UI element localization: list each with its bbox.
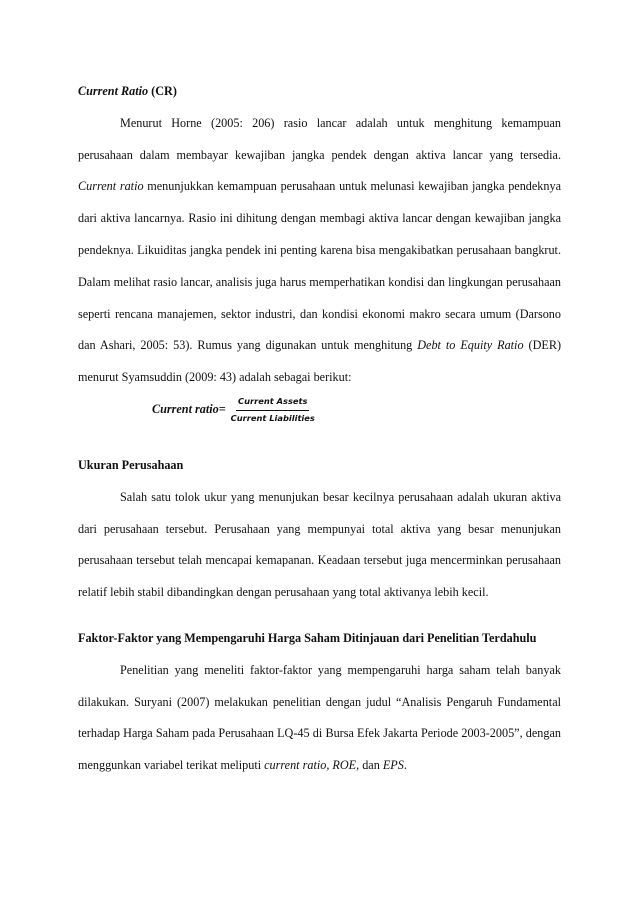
current-ratio-formula	[152, 388, 561, 432]
heading-faktor-faktor: Faktor-Faktor yang Mempengaruhi Harga Saham Ditinjauan dari Penelitian Terdahulu	[78, 630, 537, 645]
paragraph-faktor-faktor	[78, 655, 561, 782]
formula-denominator: Current Liabilities	[230, 412, 315, 423]
text-run: .	[403, 758, 407, 773]
paragraph-ukuran-perusahaan: Salah satu tolok ukur yang menunjukan besar kecilnya perusahaan adalah ukuran aktiva dari perusahaan tersebut. Perusahaan yang mempunyai total aktiva yang besar menunjukan perusahaan tersebut telah mencapai kemapanan. Keadaan tersebut juga mencerminkan perusahaan relatif lebih stabil dibandingkan dengan perusahaan yang total aktivanya lebih kecil.	[78, 489, 561, 600]
text-run-italic: EPS	[382, 758, 404, 773]
paragraph-current-ratio	[78, 108, 561, 394]
heading-current-ratio	[78, 76, 561, 108]
text-run: dan	[359, 758, 383, 773]
heading-current-ratio-rest: (CR)	[148, 84, 177, 98]
formula-numerator: Current Assets	[236, 395, 309, 411]
text-run: Penelitian yang meneliti faktor-faktor yang mempengaruhi harga saham telah banyak dilakukan. Suryani (2007) melakukan penelitian dengan judul “Analisis Pengaruh Fundamental terhadap Harga Saham pada Perusahaan LQ-45 di Bursa Efek Jakarta Periode 2003-2005”, dengan menggunkan variabel terikat meliputi	[78, 662, 561, 773]
text-run: (DER) menurut Syamsuddin (2009: 43) adalah sebagai berikut:	[78, 338, 562, 385]
heading-ukuran-perusahaan: Ukuran Perusahaan	[78, 457, 184, 472]
formula-equals: =	[218, 402, 226, 417]
text-run-italic: Debt to Equity Ratio	[417, 338, 524, 353]
formula-lhs-label: Current ratio	[152, 402, 219, 417]
heading-current-ratio-italic: Current Ratio	[78, 84, 149, 98]
formula-lhs	[152, 394, 226, 426]
text-run-italic: current ratio, ROE,	[264, 758, 360, 773]
formula-fraction	[229, 395, 317, 425]
document-page	[78, 76, 561, 782]
text-run-italic: Current ratio	[78, 179, 144, 194]
text-run: Menurut Horne (2005: 206) rasio lancar adalah untuk menghitung kemampuan perusahaan dalam membayar kewajiban jangka pendek dengan aktiva lancar yang tersedia.	[78, 115, 561, 162]
text-run: menunjukkan kemampuan perusahaan untuk melunasi kewajiban jangka pendeknya dari aktiva lancarnya. Rasio ini dihitung dengan membagi aktiva lancar dengan kewajiban jangka pendeknya. Likuiditas jangka pendek ini penting karena bisa mengakibatkan perusahaan bangkrut. Dalam melihat rasio lancar, analisis juga harus memperhatikan kondisi dan lingkungan perusahaan seperti rencana manajemen, sektor industri, dan kondisi ekonomi makro secara umum (Darsono dan Ashari, 2005: 53). Rumus yang digunakan untuk menghitung	[78, 179, 561, 353]
